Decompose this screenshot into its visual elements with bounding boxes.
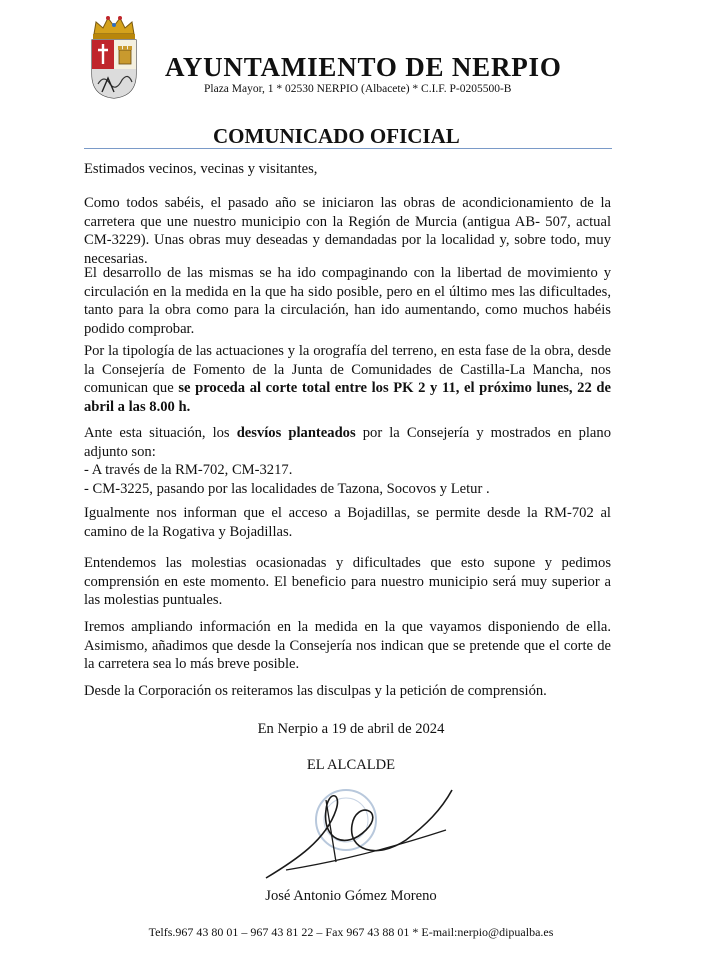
- organization-title: AYUNTAMIENTO DE NERPIO: [165, 52, 562, 82]
- paragraph-2: El desarrollo de las mismas se ha ido compaginando con la libertad de movimiento y circulación en la medida en la que ha sido posible, pero en el último mes las dificultades, tanto para la obra como para la circulación, han ido aumentando, como muchos habéis podido comprobar.: [84, 265, 611, 337]
- paragraph-5: Igualmente nos informan que el acceso a Bojadillas, se permite desde la RM-702 al camino de la Rogativa y Bojadillas.: [84, 505, 611, 540]
- signature-icon: [256, 770, 456, 890]
- paragraph-4: [84, 424, 611, 498]
- paragraph-7: Iremos ampliando información en la medida en la que vayamos disponiendo de ella. Asimismo, añadimos que desde la Consejería nos indican que se pretende que el corte de la carretera sea lo más breve posible.: [84, 619, 611, 672]
- paragraph-4-end: por la Consejería y mostrados en plano adjunto son:: [84, 425, 611, 460]
- title-divider: [84, 148, 612, 149]
- detour-item-2: - CM-3225, pasando por las localidades de Tazona, Socovos y Letur .: [84, 480, 490, 497]
- organization-address: Plaza Mayor, 1 * 02530 NERPIO (Albacete) * C.I.F. P-0205500-B: [204, 83, 512, 95]
- document-title: COMUNICADO OFICIAL: [213, 124, 460, 148]
- coat-of-arms-icon: [88, 14, 140, 100]
- footer-contact: Telfs.967 43 80 01 – 967 43 81 22 – Fax 967 43 88 01 * E-mail:nerpio@dipualba.es: [148, 925, 554, 939]
- paragraph-1: Como todos sabéis, el pasado año se iniciaron las obras de acondicionamiento de la carretera que une nuestro municipio con la Región de Murcia (antigua AB- 507, actual CM-3229). Unas obras muy deseadas y demandadas por la localidad y, sobre todo, muy necesarias.: [84, 195, 611, 267]
- closure-notice: se proceda al corte total entre los PK 2 y 11, el próximo lunes, 22 de abril a las 8.00 h.: [84, 380, 611, 415]
- paragraph-3: [84, 342, 611, 416]
- paragraph-8: Desde la Corporación os reiteramos las disculpas y la petición de comprensión.: [84, 683, 547, 699]
- detours-emphasis: desvíos planteados: [236, 425, 356, 441]
- signer-name: José Antonio Gómez Moreno: [265, 888, 437, 904]
- signer-role: EL ALCALDE: [306, 757, 396, 773]
- paragraph-4-start: Ante esta situación, los: [84, 425, 237, 441]
- paragraph-3-text: Por la tipología de las actuaciones y la orografía del terreno, en esta fase de la obra, desde la Consejería de Fomento de la Junta de Comunidades de Castilla-La Mancha, nos comunican que: [84, 343, 611, 396]
- greeting: Estimados vecinos, vecinas y visitantes,: [84, 161, 318, 177]
- place-date: En Nerpio a 19 de abril de 2024: [257, 721, 445, 737]
- detour-item-1: - A través de la RM-702, CM-3217.: [84, 462, 293, 478]
- paragraph-6: Entendemos las molestias ocasionadas y dificultades que esto supone y pedimos comprensión en este momento. El beneficio para nuestro municipio será muy superior a las molestias puntuales.: [84, 555, 611, 608]
